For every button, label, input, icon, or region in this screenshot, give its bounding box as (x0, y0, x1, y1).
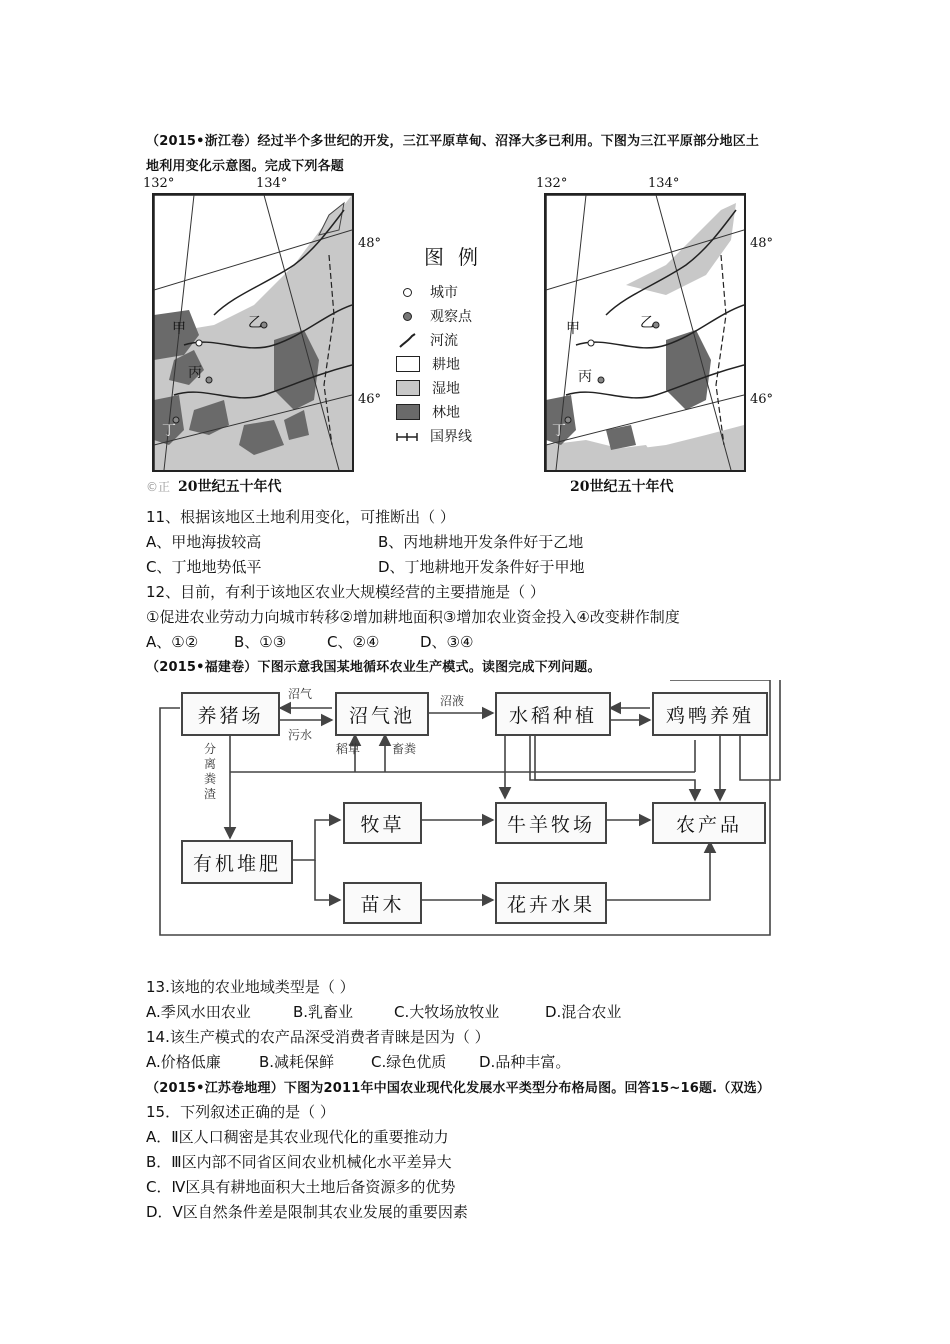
left-map-lat-46: 46° (358, 392, 382, 407)
right-map-lon-132: 132° (536, 176, 568, 191)
box-cattle-sheep-ranch: 牛羊牧场 (495, 802, 607, 844)
q12-stem: 12、目前，有利于该地区农业大规模经营的主要措施是（ ） (146, 583, 545, 601)
legend-item-forest: 林地 (396, 400, 472, 424)
q13-option-d: D.混合农业 (545, 1003, 622, 1021)
legend-item-farmland: 耕地 (396, 352, 472, 376)
edge-label-sewage: 污水 (288, 728, 313, 742)
box-rice-planting: 水稻种植 (495, 692, 611, 736)
q13-option-b: B.乳畜业 (293, 1003, 354, 1021)
right-map-caption: 20世纪五十年代 (570, 479, 674, 495)
observation-point-icon (396, 309, 418, 323)
legend (396, 280, 472, 448)
right-map-lat-46: 46° (750, 392, 774, 407)
box-poultry-raising: 鸡鸭养殖 (652, 692, 768, 736)
legend-item-wetland: 湿地 (396, 376, 472, 400)
box-pig-farm: 养猪场 (181, 692, 280, 736)
legend-item-city: 城市 (396, 280, 472, 304)
q11-option-d: D、丁地耕地开发条件好于甲地 (378, 558, 585, 576)
q12-option-c: C、②④ (327, 633, 380, 651)
q15-option-c: C．Ⅳ区具有耕地面积大土地后备资源多的优势 (146, 1178, 456, 1196)
box-seedlings: 苗木 (343, 882, 422, 924)
right-map-lat-48: 48° (750, 236, 774, 251)
q12-option-b: B、①③ (234, 633, 287, 651)
q11-option-a: A、甲地海拔较高 (146, 533, 262, 551)
intro-3: （2015•江苏卷地理）下图为2011年中国农业现代化发展水平类型分布格局图。回答15~16题.（双选） (146, 1081, 771, 1096)
legend-item-observation-point: 观察点 (396, 304, 472, 328)
edge-label-manure: 畜粪 (392, 742, 417, 756)
box-biogas-pit: 沼气池 (335, 692, 429, 736)
box-organic-compost: 有机堆肥 (181, 840, 293, 884)
q11-option-c: C、丁地地势低平 (146, 558, 262, 576)
left-label-yi: 乙 (248, 315, 262, 331)
left-map-lon-134: 134° (256, 176, 288, 191)
right-map-lon-134: 134° (648, 176, 680, 191)
left-map-lat-48: 48° (358, 236, 382, 251)
q14-option-b: B.减耗保鲜 (259, 1053, 335, 1071)
q12-option-a: A、①② (146, 633, 199, 651)
left-map-caption: 20世纪五十年代 (178, 479, 282, 495)
watermark: ©正 (146, 480, 171, 494)
farmland-swatch (396, 356, 420, 372)
edge-label-biogas: 沼气 (288, 687, 313, 701)
q15-stem: 15．下列叙述正确的是（ ） (146, 1103, 335, 1121)
border-line-icon (396, 429, 418, 443)
q15-option-b: B．Ⅲ区内部不同省区间农业机械化水平差异大 (146, 1153, 452, 1171)
left-label-bing: 丙 (188, 365, 202, 381)
right-label-jia: 甲 (566, 321, 580, 337)
q13-option-c: C.大牧场放牧业 (394, 1003, 500, 1021)
q12-statements: ①促进农业劳动力向城市转移②增加耕地面积③增加农业资金投入④改变耕作制度 (146, 608, 680, 626)
intro-line-2: 地利用变化示意图。完成下列各题 (146, 159, 345, 174)
q13-option-a: A.季风水田农业 (146, 1003, 251, 1021)
circular-agriculture-diagram (150, 680, 785, 940)
intro-2: （2015•福建卷）下图示意我国某地循环农业生产模式。读图完成下列问题。 (146, 660, 601, 675)
wetland-swatch (396, 380, 420, 396)
legend-item-river: 河流 (396, 328, 472, 352)
edge-label-slurry: 沼液 (440, 694, 465, 708)
q14-stem: 14.该生产模式的农产品深受消费者青睐是因为（ ） (146, 1028, 490, 1046)
box-agricultural-products: 农产品 (652, 802, 766, 844)
q14-option-c: C.绿色优质 (371, 1053, 447, 1071)
edge-label-straw: 稻草 (336, 742, 361, 756)
left-label-ding: 丁 (162, 423, 176, 439)
city-icon (396, 285, 418, 299)
q14-option-d: D.品种丰富。 (479, 1053, 571, 1071)
right-label-bing: 丙 (578, 369, 592, 385)
right-label-yi: 乙 (640, 315, 654, 331)
q15-option-a: A．Ⅱ区人口稠密是其农业现代化的重要推动力 (146, 1128, 449, 1146)
forest-swatch (396, 404, 420, 420)
q11-option-b: B、丙地耕地开发条件好于乙地 (378, 533, 584, 551)
legend-title: 图例 (424, 245, 492, 269)
intro-line-1: （2015•浙江卷）经过半个多世纪的开发，三江平原草甸、沼泽大多已利用。下图为三江平原部分地区土 (146, 134, 760, 149)
legend-item-border: 国界线 (396, 424, 472, 448)
q14-option-a: A.价格低廉 (146, 1053, 221, 1071)
q11-stem: 11、根据该地区土地利用变化，可推断出（ ） (146, 508, 455, 526)
box-flowers-fruits: 花卉水果 (495, 882, 607, 924)
q13-stem: 13.该地的农业地域类型是（ ） (146, 978, 355, 996)
left-map-lon-132: 132° (143, 176, 175, 191)
q15-option-d: D．Ⅴ区自然条件差是限制其农业发展的重要因素 (146, 1203, 468, 1221)
box-forage-grass: 牧草 (343, 802, 422, 844)
left-label-jia: 甲 (172, 321, 186, 337)
river-icon (396, 333, 418, 347)
right-label-ding: 丁 (552, 423, 566, 439)
q12-option-d: D、③④ (420, 633, 474, 651)
edge-label-separated-manure: 分离粪渣 (204, 742, 217, 801)
